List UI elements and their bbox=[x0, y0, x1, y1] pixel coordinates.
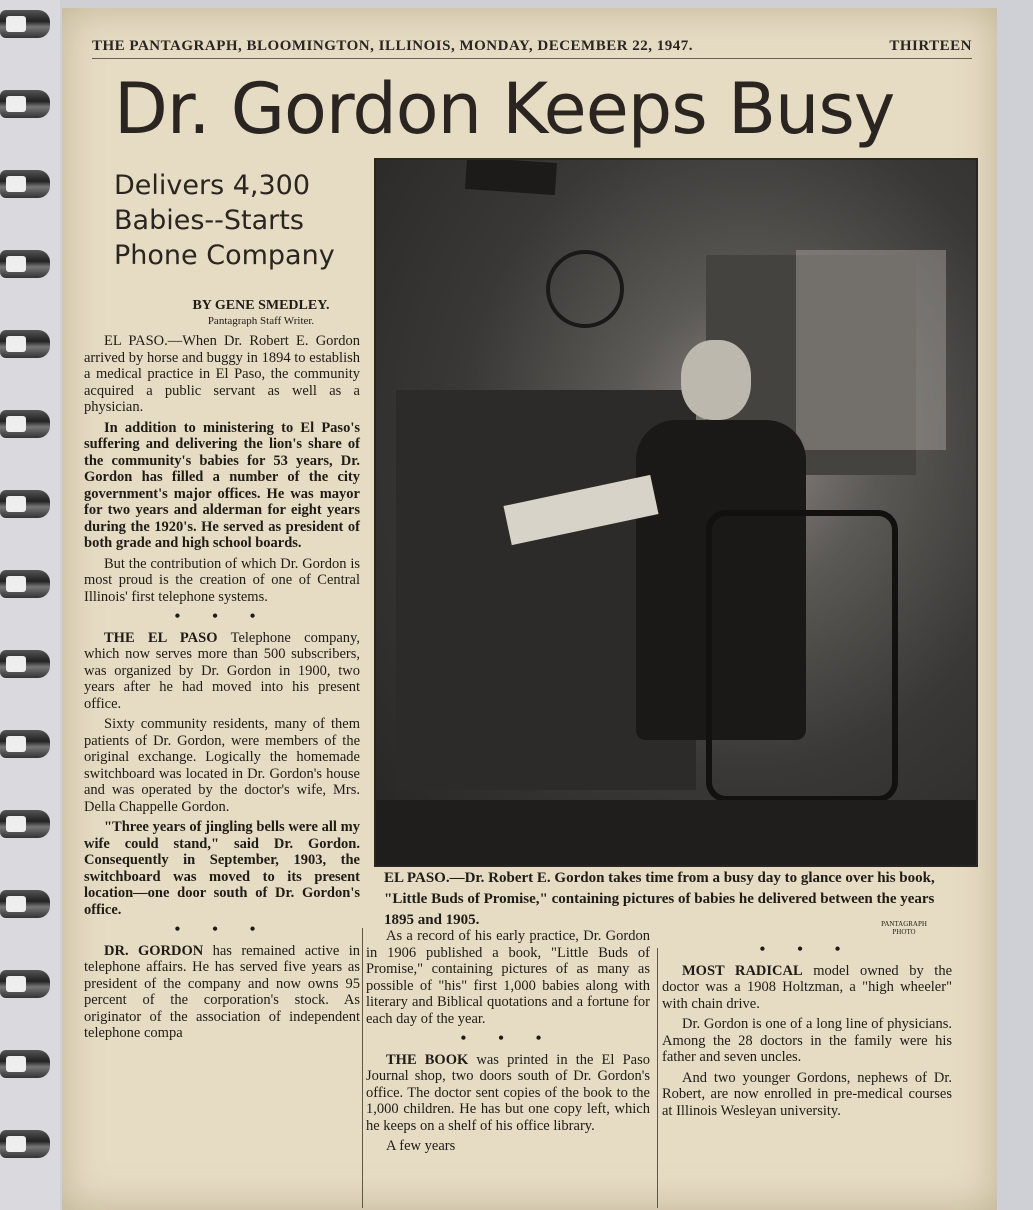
article-column-3 bbox=[662, 938, 952, 1123]
column-divider bbox=[362, 928, 363, 1208]
binding-ring bbox=[0, 810, 50, 838]
masthead bbox=[92, 38, 972, 59]
paragraph bbox=[84, 943, 360, 1042]
paragraph bbox=[662, 963, 952, 1013]
binding-ring bbox=[0, 570, 50, 598]
paragraph: Dr. Gordon is one of a long line of physicians. Among the 28 doctors in the family were his father and seven uncles. bbox=[662, 1016, 952, 1065]
paragraph: As a record of his early practice, Dr. Gordon in 1906 published a book, "Little Buds of Promise," containing pictures of as many as possible of "his" first 1,000 babies along with literary and Biblical quotations and a fortune for each day of the year. bbox=[366, 928, 650, 1027]
lead-in: DR. GORDON bbox=[104, 942, 204, 959]
binding-ring bbox=[0, 410, 50, 438]
paragraph: "Three years of jingling bells were all my wife could stand," said Dr. Gordon. Consequently in September, 1903, the switchboard was moved to its present location—one door south of Dr. Gordon's office. bbox=[84, 819, 360, 918]
binding-ring bbox=[0, 170, 50, 198]
paragraph: EL PASO.—When Dr. Robert E. Gordon arrived by horse and buggy in 1894 to establish a medical practice in El Paso, the community acquired a public servant as well as a physician. bbox=[84, 333, 360, 415]
photo-caption: EL PASO.—Dr. Robert E. Gordon takes time from a busy day to glance over his book, "Little Buds of Promise," containing pictures of babies he delivered between the years 1895 and 1905. bbox=[384, 870, 935, 928]
lead-in: THE EL PASO bbox=[104, 629, 218, 646]
masthead-page: THIRTEEN bbox=[889, 38, 972, 54]
binding-ring bbox=[0, 1130, 50, 1158]
masthead-dateline: THE PANTAGRAPH, BLOOMINGTON, ILLINOIS, MONDAY, DECEMBER 22, 1947. bbox=[92, 38, 694, 54]
lead-in: THE BOOK bbox=[386, 1051, 469, 1068]
section-dots: • • • bbox=[174, 921, 270, 938]
article-column-2 bbox=[366, 928, 650, 1159]
lead-in: MOST RADICAL bbox=[682, 962, 803, 979]
binding-ring bbox=[0, 490, 50, 518]
photo-sign bbox=[465, 158, 557, 195]
paragraph bbox=[366, 1052, 650, 1135]
binding-ring bbox=[0, 1050, 50, 1078]
photo-window bbox=[796, 250, 946, 450]
paragraph-text: model owned by the doctor was a 1908 Holtzman, a "high wheeler" with chain drive. bbox=[662, 962, 952, 1012]
headline: Dr. Gordon Keeps Busy bbox=[114, 68, 895, 150]
paragraph: But the contribution of which Dr. Gordon is most proud is the creation of one of Central Illinois' first telephone systems. bbox=[84, 555, 360, 605]
paragraph: A few years bbox=[386, 1138, 456, 1154]
column-divider bbox=[657, 948, 658, 1208]
byline: BY GENE SMEDLEY. bbox=[192, 298, 330, 313]
section-dots: • • • bbox=[460, 1030, 556, 1047]
binding-ring bbox=[0, 330, 50, 358]
binding-ring bbox=[0, 730, 50, 758]
binding-ring bbox=[0, 650, 50, 678]
photo-chair bbox=[706, 510, 898, 802]
article-column-1 bbox=[84, 333, 360, 1046]
photo-head bbox=[681, 340, 751, 420]
photo-fan bbox=[546, 250, 624, 328]
photo-credit: PANTAGRAPH PHOTO bbox=[881, 920, 927, 936]
paragraph: In addition to ministering to El Paso's suffering and delivering the lion's share of the community's babies for 53 years, Dr. Gordon has filled a number of the city government's major offices. He was mayor for two years and alderman for eight years during the 1920's. He served as president of both grade and high school boards. bbox=[84, 419, 360, 551]
paragraph: Sixty community residents, many of them patients of Dr. Gordon, were members of the original exchange. Logically the homemade switchboard was located in Dr. Gordon's house and was operated by the doctor's wife, Mrs. Della Chappelle Gordon. bbox=[84, 716, 360, 815]
subhead: Delivers 4,300 Babies--Starts Phone Company bbox=[114, 170, 335, 271]
binding-ring bbox=[0, 970, 50, 998]
section-dots: • • • bbox=[174, 608, 270, 625]
binding-ring bbox=[0, 890, 50, 918]
paragraph-text: was printed in the El Paso Journal shop, two doors south of Dr. Gordon's office. The doctor sent copies of the book to the 1,000 children. He has but one copy left, which he keeps on a shelf of his office library. bbox=[366, 1051, 650, 1134]
byline-role: Pantagraph Staff Writer. bbox=[207, 315, 315, 327]
binding-ring bbox=[0, 250, 50, 278]
newspaper-clipping bbox=[62, 8, 997, 1210]
paragraph-text: Telephone company, which now serves more than 500 subscribers, was organized by Dr. Gordon in 1900, two years after he had moved into his present office. bbox=[84, 629, 360, 712]
photo-dr-gordon bbox=[374, 158, 978, 867]
binding-ring bbox=[0, 90, 50, 118]
photo-floor bbox=[376, 800, 976, 865]
spiral-binding bbox=[0, 0, 60, 1210]
binding-ring bbox=[0, 10, 50, 38]
paragraph bbox=[84, 630, 360, 713]
paragraph-text: has remained active in telephone affairs. He has served five years as president of the company and now owns 95 percent of the corporation's stock. As originator of the association of independent telephone compa bbox=[84, 942, 360, 1041]
paragraph: And two younger Gordons, nephews of Dr. Robert, are now enrolled in pre-medical courses at Illinois Wesleyan university. bbox=[662, 1069, 952, 1119]
section-dots: • • • bbox=[759, 941, 855, 958]
